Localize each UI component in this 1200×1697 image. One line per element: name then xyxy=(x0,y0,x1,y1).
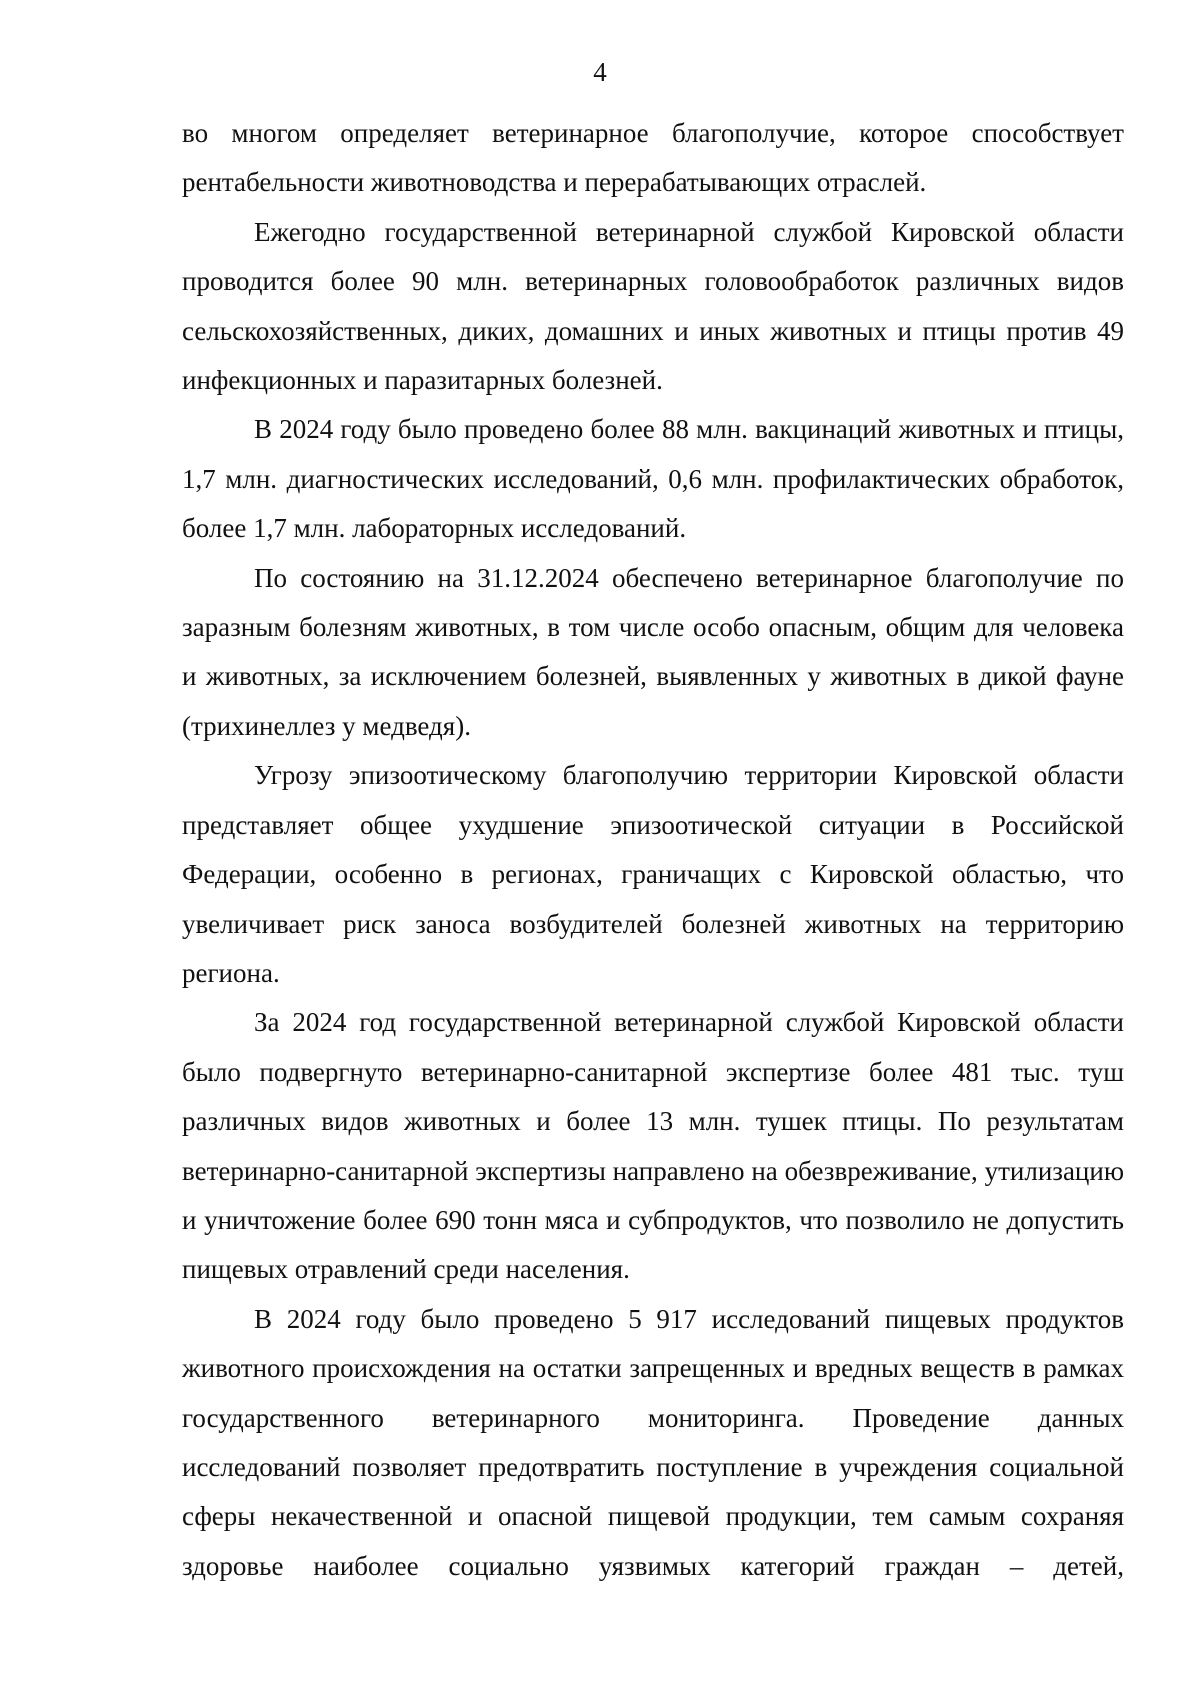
paragraph-2024-vaccinations: В 2024 году было проведено более 88 млн. вакцинаций животных и птицы, 1,7 млн. диагностических исследований, 0,6 млн. профилактических обработок, более 1,7 млн. лабораторных исследований. xyxy=(182,414,1124,544)
page-number: 4 xyxy=(593,57,607,87)
paragraph-continued: во многом определяет ветеринарное благополучие, которое способствует рентабельности животноводства и перерабатывающих отраслей. xyxy=(182,118,1124,198)
document-body xyxy=(182,109,1124,1591)
paragraph-epizootic-threat: Угрозу эпизоотическому благополучию территории Кировской области представляет общее ухудшение эпизоотической ситуации в Российской Федерации, особенно в регионах, граничащих с Кировской областью, что увеличивает риск заноса возбудителей болезней животных на территорию региона. xyxy=(182,760,1124,988)
paragraph-wellbeing-status: По состоянию на 31.12.2024 обеспечено ветеринарное благополучие по заразным болезням животных, в том числе особо опасным, общим для человека и животных, за исключением болезней, выявленных у животных в дикой фауне (трихинеллез у медведя). xyxy=(182,562,1124,741)
paragraph-sanitary-expertise: За 2024 год государственной ветеринарной службой Кировской области было подвергнуто ветеринарно-санитарной экспертизе более 481 тыс. туш различных видов животных и более 13 млн. тушек птицы. По результатам ветеринарно-санитарной экспертизы направлено на обезвреживание, утилизацию и уничтожение более 690 тонн мяса и субпродуктов, что позволило не допустить пищевых отравлений среди населения. xyxy=(182,1007,1124,1285)
paragraph-annual-treatments: Ежегодно государственной ветеринарной службой Кировской области проводится более 90 млн. ветеринарных головообработок различных видов сельскохозяйственных, диких, домашних и иных животных и птицы против 49 инфекционных и паразитарных болезней. xyxy=(182,216,1124,396)
paragraph-food-monitoring: В 2024 году было проведено 5 917 исследований пищевых продуктов животного происхождения на остатки запрещенных и вредных веществ в рамках государственного ветеринарного мониторинга. Проведение данных исследований позволяет предотвратить поступление в учреждения социальной сферы некачественной и опасной пищевой продукции, тем самым сохраняя здоровье наиболее социально уязвимых категорий граждан – детей, xyxy=(182,1303,1124,1581)
